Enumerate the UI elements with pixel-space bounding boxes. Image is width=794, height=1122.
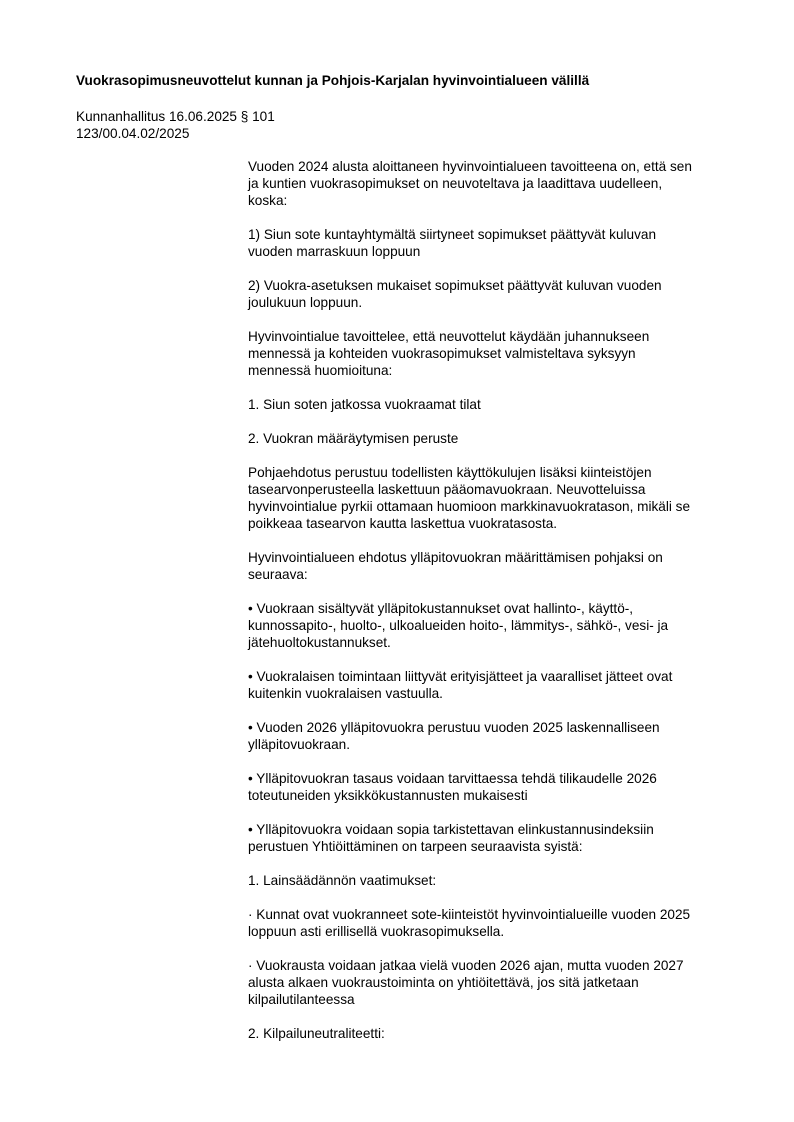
record-number: 123/00.04.02/2025 bbox=[76, 126, 190, 141]
paragraph-line: · Vuokrausta voidaan jatkaa vielä vuoden 2026 ajan, mutta vuoden 2027 bbox=[248, 958, 684, 973]
paragraph-line: ja kuntien vuokrasopimukset on neuvoteltava ja laadittava uudelleen, bbox=[248, 176, 663, 191]
paragraph-line: kilpailutilanteessa bbox=[248, 992, 355, 1007]
paragraph-line: kuitenkin vuokralaisen vastuulla. bbox=[248, 686, 443, 701]
paragraph-line: Pohjaehdotus perustuu todellisten käyttökulujen lisäksi kiinteistöjen bbox=[248, 465, 652, 480]
paragraph-line: koska: bbox=[248, 193, 288, 208]
paragraph-line: 1. Lainsäädännön vaatimukset: bbox=[248, 873, 437, 888]
paragraph-line: jätehuoltokustannukset. bbox=[248, 635, 391, 650]
paragraph-line: • Vuokraan sisältyvät ylläpitokustannukset ovat hallinto-, käyttö-, bbox=[248, 601, 634, 616]
paragraph-line: poikkeaa tasearvon kautta laskettua vuokratasosta. bbox=[248, 516, 558, 531]
meeting-reference: Kunnanhallitus 16.06.2025 § 101 bbox=[76, 109, 275, 124]
body-paragraph bbox=[248, 158, 730, 209]
meeting-info bbox=[76, 108, 275, 142]
paragraph-line: 2. Kilpailuneutraliteetti: bbox=[248, 1026, 385, 1041]
body-paragraph bbox=[248, 719, 730, 753]
paragraph-line: seuraava: bbox=[248, 567, 308, 582]
paragraph-line: vuoden marraskuun loppuun bbox=[248, 244, 421, 259]
paragraph-line: joulukuun loppuun. bbox=[248, 295, 363, 310]
paragraph-line: ylläpitovuokraan. bbox=[248, 737, 351, 752]
paragraph-line: Hyvinvointialueen ehdotus ylläpitovuokran määrittämisen pohjaksi on bbox=[248, 550, 663, 565]
body-paragraph bbox=[248, 464, 730, 532]
paragraph-line: perustuen Yhtiöittäminen on tarpeen seuraavista syistä: bbox=[248, 839, 583, 854]
paragraph-line: 1) Siun sote kuntayhtymältä siirtyneet sopimukset päättyvät kuluvan bbox=[248, 227, 657, 242]
body-paragraph bbox=[248, 430, 730, 447]
body-paragraph bbox=[248, 226, 730, 260]
body-paragraph bbox=[248, 328, 730, 379]
body-paragraph bbox=[248, 872, 730, 889]
paragraph-line: toteutuneiden yksikkökustannusten mukaisesti bbox=[248, 788, 528, 803]
body-paragraph bbox=[248, 906, 730, 940]
body-paragraph bbox=[248, 396, 730, 413]
body-paragraph bbox=[248, 770, 730, 804]
body-paragraph bbox=[248, 600, 730, 651]
paragraph-line: tasearvonperusteella laskettuun pääomavuokraan. Neuvotteluissa bbox=[248, 482, 646, 497]
paragraph-line: Hyvinvointialue tavoittelee, että neuvottelut käydään juhannukseen bbox=[248, 329, 650, 344]
body-paragraph bbox=[248, 277, 730, 311]
body-paragraph bbox=[248, 1025, 730, 1042]
document-body bbox=[248, 158, 730, 1059]
paragraph-line: • Ylläpitovuokra voidaan sopia tarkistettavan elinkustannusindeksiin bbox=[248, 822, 654, 837]
paragraph-line: mennessä huomioituna: bbox=[248, 363, 393, 378]
paragraph-line: loppuun asti erillisellä vuokrasopimuksella. bbox=[248, 924, 505, 939]
paragraph-line: • Vuokralaisen toimintaan liittyvät erityisjätteet ja vaaralliset jätteet ovat bbox=[248, 669, 673, 684]
body-paragraph bbox=[248, 957, 730, 1008]
paragraph-line: 1. Siun soten jatkossa vuokraamat tilat bbox=[248, 397, 481, 412]
body-paragraph bbox=[248, 821, 730, 855]
body-paragraph bbox=[248, 668, 730, 702]
paragraph-line: alusta alkaen vuokraustoiminta on yhtiöitettävä, jos sitä jatketaan bbox=[248, 975, 639, 990]
paragraph-line: • Vuoden 2026 ylläpitovuokra perustuu vuoden 2025 laskennalliseen bbox=[248, 720, 660, 735]
document-title: Vuokrasopimusneuvottelut kunnan ja Pohjois-Karjalan hyvinvointialueen välillä bbox=[76, 73, 590, 88]
paragraph-line: · Kunnat ovat vuokranneet sote-kiinteistöt hyvinvointialueille vuoden 2025 bbox=[248, 907, 691, 922]
paragraph-line: kunnossapito-, huolto-, ulkoalueiden hoito-, lämmitys-, sähkö-, vesi- ja bbox=[248, 618, 669, 633]
paragraph-line: 2) Vuokra-asetuksen mukaiset sopimukset päättyvät kuluvan vuoden bbox=[248, 278, 662, 293]
paragraph-line: • Ylläpitovuokran tasaus voidaan tarvittaessa tehdä tilikaudelle 2026 bbox=[248, 771, 657, 786]
paragraph-line: mennessä ja kohteiden vuokrasopimukset valmisteltava syksyyn bbox=[248, 346, 636, 361]
paragraph-line: hyvinvointialue pyrkii ottamaan huomioon markkinavuokratason, mikäli se bbox=[248, 499, 691, 514]
paragraph-line: 2. Vuokran määräytymisen peruste bbox=[248, 431, 459, 446]
body-paragraph bbox=[248, 549, 730, 583]
paragraph-line: Vuoden 2024 alusta aloittaneen hyvinvointialueen tavoitteena on, että sen bbox=[248, 159, 692, 174]
